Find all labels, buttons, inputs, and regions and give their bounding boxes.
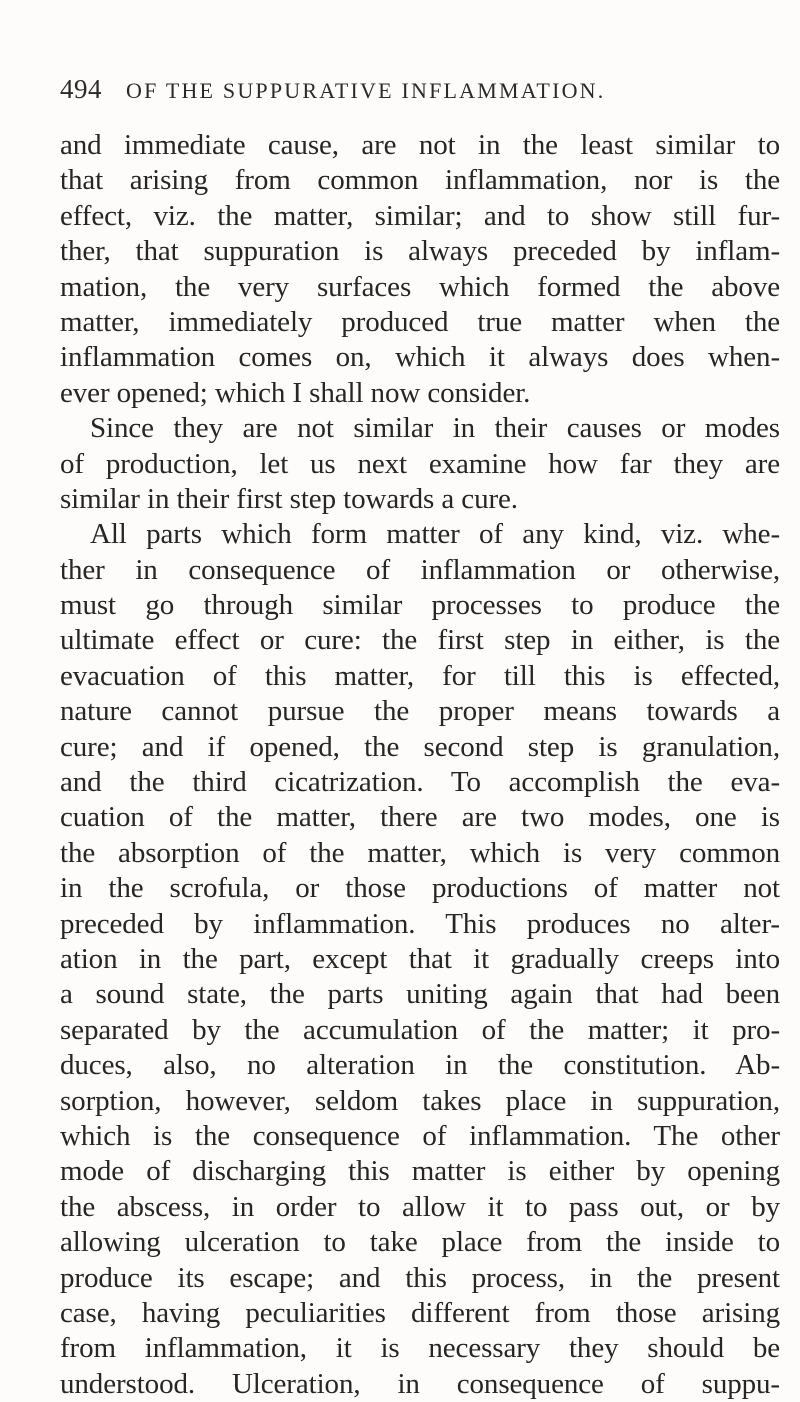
text-line: duces, also, no alteration in the constitution. Ab- [60, 1049, 780, 1082]
text-line: understood. Ulceration, in consequence of suppu- [60, 1367, 780, 1400]
text-line: separated by the accumulation of the matter; it pro- [60, 1013, 780, 1046]
text-line: from inflammation, it is necessary they should be [60, 1332, 780, 1365]
text-line: matter, immediately produced true matter when the [60, 305, 780, 338]
text-line: preceded by inflammation. This produces no alter- [60, 907, 780, 940]
text-line: in the scrofula, or those productions of matter not [60, 872, 780, 905]
text-line: ation in the part, except that it gradually creeps into [60, 942, 780, 975]
text-line: ther in consequence of inflammation or otherwise, [60, 553, 780, 586]
text-line: and the third cicatrization. To accomplish the eva- [60, 766, 780, 799]
text-line: effect, viz. the matter, similar; and to show still fur- [60, 199, 780, 232]
text-line: All parts which form matter of any kind, viz. whe- [90, 518, 780, 551]
text-line: mation, the very surfaces which formed the above [60, 270, 780, 303]
text-line: and immediate cause, are not in the least similar to [60, 129, 780, 161]
text-line: of production, let us next examine how far they are [60, 447, 780, 480]
text-line: ultimate effect or cure: the first step in either, is the [60, 624, 780, 657]
text-line: the abscess, in order to allow it to pass out, or by [60, 1190, 780, 1223]
text-line: evacuation of this matter, for till this is effected, [60, 659, 780, 692]
text-line: case, having peculiarities different from those arising [60, 1296, 780, 1329]
text-line: similar in their first step towards a cure. [60, 482, 518, 515]
text-line: cuation of the matter, there are two modes, one is [60, 801, 780, 834]
text-line: ever opened; which I shall now consider. [60, 376, 531, 409]
text-line: ther, that suppuration is always preceded by inflam- [60, 235, 780, 268]
text-line: cure; and if opened, the second step is granulation, [60, 730, 780, 763]
body-text [60, 128, 780, 1402]
text-line: sorption, however, seldom takes place in suppuration, [60, 1084, 780, 1117]
text-line: that arising from common inflammation, nor is the [60, 164, 780, 197]
text-line: Since they are not similar in their causes or modes [90, 412, 780, 445]
running-head [60, 74, 780, 106]
text-line: produce its escape; and this process, in the present [60, 1261, 780, 1294]
text-line: a sound state, the parts uniting again that had been [60, 978, 780, 1011]
text-line: mode of discharging this matter is either by opening [60, 1155, 780, 1188]
running-title: OF THE SUPPURATIVE INFLAMMATION. [126, 78, 606, 103]
text-line: nature cannot pursue the proper means towards a [60, 695, 780, 728]
text-line: which is the consequence of inflammation. The other [60, 1119, 780, 1152]
text-line: the absorption of the matter, which is very common [60, 836, 780, 869]
page-number: 494 [60, 74, 102, 104]
text-line: allowing ulceration to take place from the inside to [60, 1226, 780, 1259]
text-line: inflammation comes on, which it always does when- [60, 341, 780, 374]
text-line: must go through similar processes to produce the [60, 589, 780, 622]
